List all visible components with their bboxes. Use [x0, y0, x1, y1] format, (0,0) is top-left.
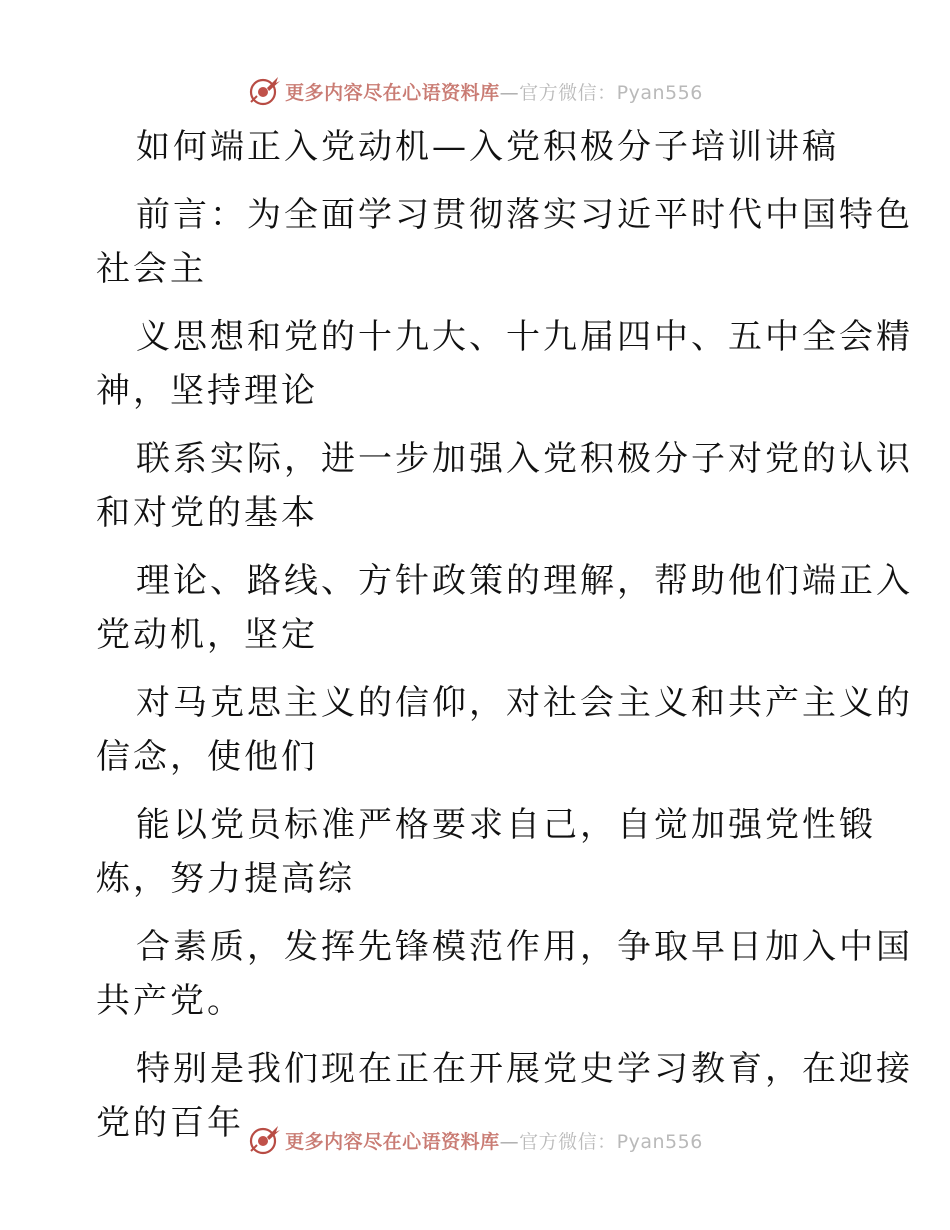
quill-logo-icon: [247, 74, 281, 108]
quill-logo-icon: [247, 1123, 281, 1157]
document-body: [96, 120, 913, 1150]
text-line: 特别是我们现在正在开展党史学习教育，在迎接: [136, 1049, 913, 1089]
text-line: 理论、路线、方针政策的理解，帮助他们端正入: [136, 561, 913, 601]
text-line: 和对党的基本: [96, 493, 318, 533]
text-line: 共产党。: [96, 981, 244, 1021]
text-line: 合素质，发挥先锋模范作用，争取早日加入中国: [136, 927, 913, 967]
text-line: 党动机，坚定: [96, 615, 318, 655]
banner-text: 更多内容尽在心语资料库: [285, 1130, 500, 1153]
text-line: 神，坚持理论: [96, 371, 318, 411]
footer-banner: [0, 1120, 950, 1160]
banner-dash: —: [499, 81, 520, 104]
banner-dash: —: [499, 1130, 520, 1153]
banner-text: 更多内容尽在心语资料库: [285, 81, 500, 104]
banner-wechat: 官方微信：Pyan556: [519, 81, 703, 104]
text-line: 能以党员标准严格要求自己，自觉加强党性锻: [136, 805, 876, 845]
text-line: 联系实际，进一步加强入党积极分子对党的认识: [136, 439, 913, 479]
document-title: 如何端正入党动机—入党积极分子培训讲稿: [136, 127, 839, 167]
banner-wechat: 官方微信：Pyan556: [519, 1130, 703, 1153]
text-line: 信念，使他们: [96, 737, 318, 777]
text-line: 前言：为全面学习贯彻落实习近平时代中国特色: [136, 195, 913, 235]
text-line: 社会主: [96, 249, 207, 289]
text-line: 党的百年: [96, 1103, 244, 1143]
text-line: 炼，努力提高综: [96, 859, 355, 899]
text-line: 对马克思主义的信仰，对社会主义和共产主义的: [136, 683, 913, 723]
text-line: 义思想和党的十九大、十九届四中、五中全会精: [136, 317, 913, 357]
header-banner: [0, 71, 950, 111]
